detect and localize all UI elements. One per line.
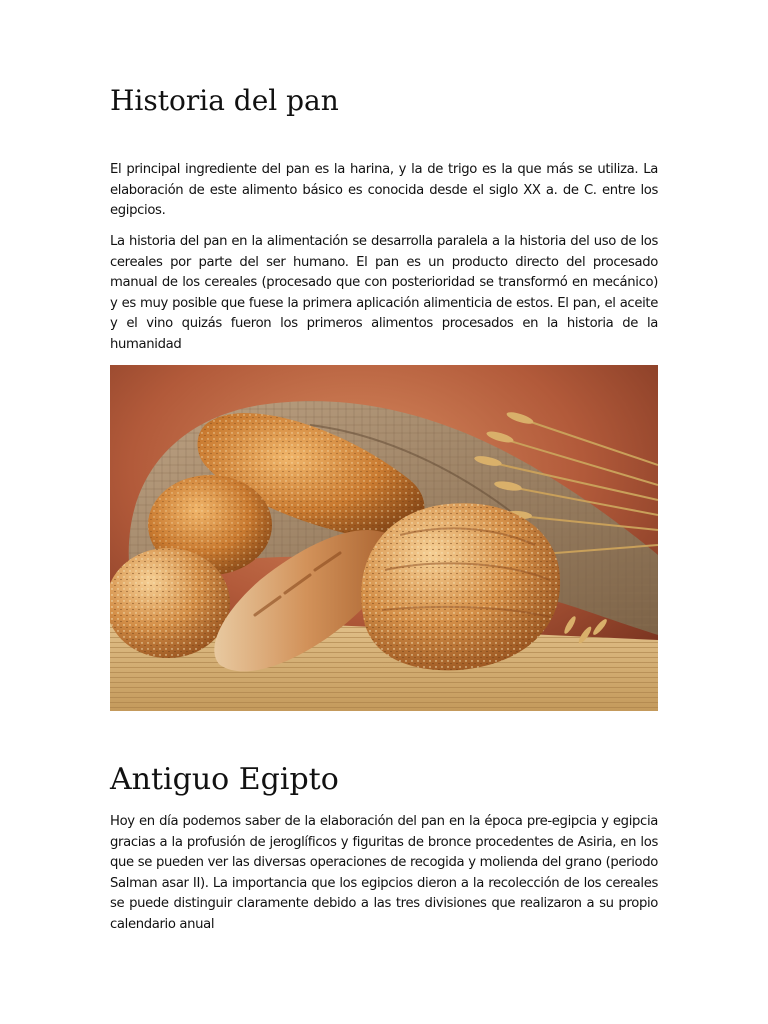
page-title: Historia del pan (110, 84, 339, 117)
section-paragraph: Hoy en día podemos saber de la elaboración del pan en la época pre-egipcia y egipcia gracias a la profusión de jeroglíficos y figuritas de bronce procedentes de Asiria, en los que se pueden ver las diversas operaciones de recogida y molienda del grano (periodo Salman asar II). La importancia que los egipcios dieron a la recolección de los cereales se puede distinguir claramente debido a las tres divisiones que realizaron a su propio calendario anual (110, 814, 658, 932)
intro-paragraph-1: El principal ingrediente del pan es la harina, y la de trigo es la que más se utiliza. La elaboración de este alimento básico es conocida desde el siglo XX a. de C. entre los egipcios. (110, 162, 658, 218)
section-title: Antiguo Egipto (110, 762, 339, 797)
bread-photo (110, 365, 658, 711)
sesame-roll-front (110, 548, 230, 658)
intro-paragraph-2: La historia del pan en la alimentación se desarrolla paralela a la historia del uso de los cereales por parte del ser humano. El pan es un producto directo del procesado manual de los cereales (procesado que con posterioridad se transformó en mecánico) y es muy posible que fuese la primera aplicación alimenticia de estos. El pan, el aceite y el vino quizás fueron los primeros alimentos procesados en la historia de la humanidad (110, 234, 658, 352)
